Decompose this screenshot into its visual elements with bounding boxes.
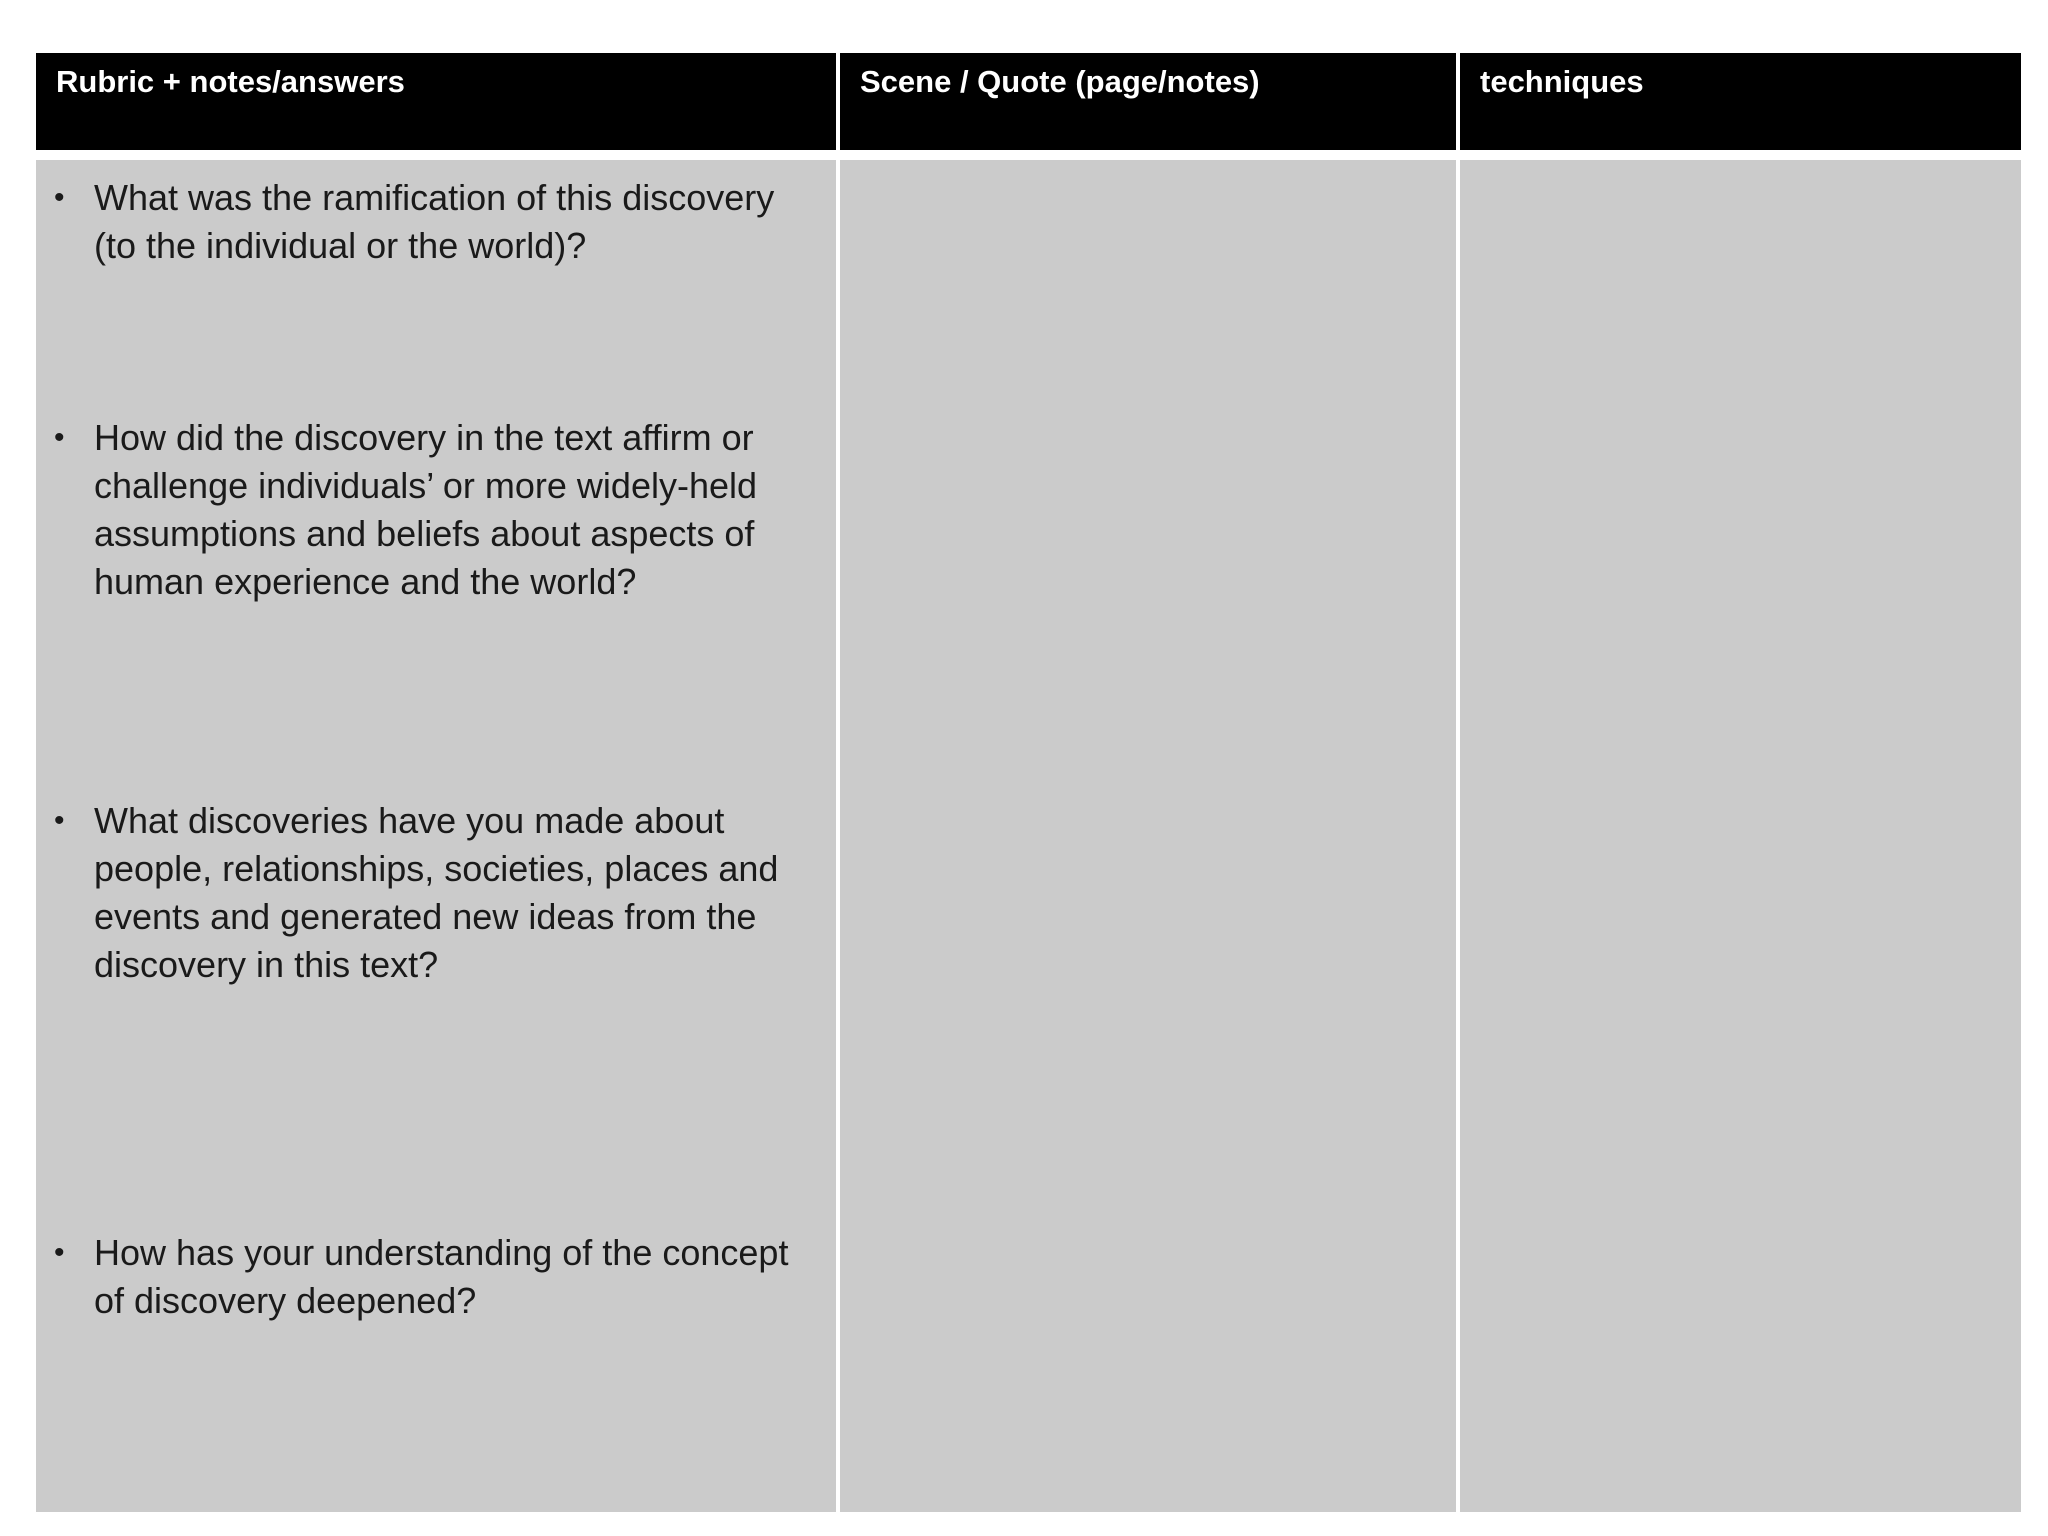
rubric-question-text: What was the ramification of this discovery (to the individual or the world)? <box>94 177 775 266</box>
rubric-question <box>36 797 826 989</box>
scene-quote-cell[interactable] <box>840 160 1456 1512</box>
rubric-question <box>36 414 826 606</box>
header-scene-quote: Scene / Quote (page/notes) <box>840 53 1456 150</box>
bullet-icon: • <box>54 1236 65 1269</box>
rubric-question <box>36 174 826 270</box>
rubric-cell[interactable] <box>36 160 836 1512</box>
header-rubric: Rubric + notes/answers <box>36 53 836 150</box>
bullet-icon: • <box>54 804 65 837</box>
rubric-question-text: What discoveries have you made about people, relationships, societies, places and events and generated new ideas from the discovery in this text? <box>94 800 779 985</box>
bullet-icon: • <box>54 421 65 454</box>
header-techniques: techniques <box>1460 53 2021 150</box>
rubric-question-text: How did the discovery in the text affirm or challenge individuals’ or more widely-held assumptions and beliefs about aspects of human experience and the world? <box>94 417 758 602</box>
rubric-table <box>36 53 2021 1512</box>
bullet-icon: • <box>54 181 65 214</box>
techniques-cell[interactable] <box>1460 160 2021 1512</box>
rubric-question-text: How has your understanding of the concept of discovery deepened? <box>94 1232 789 1321</box>
rubric-question <box>36 1229 826 1325</box>
